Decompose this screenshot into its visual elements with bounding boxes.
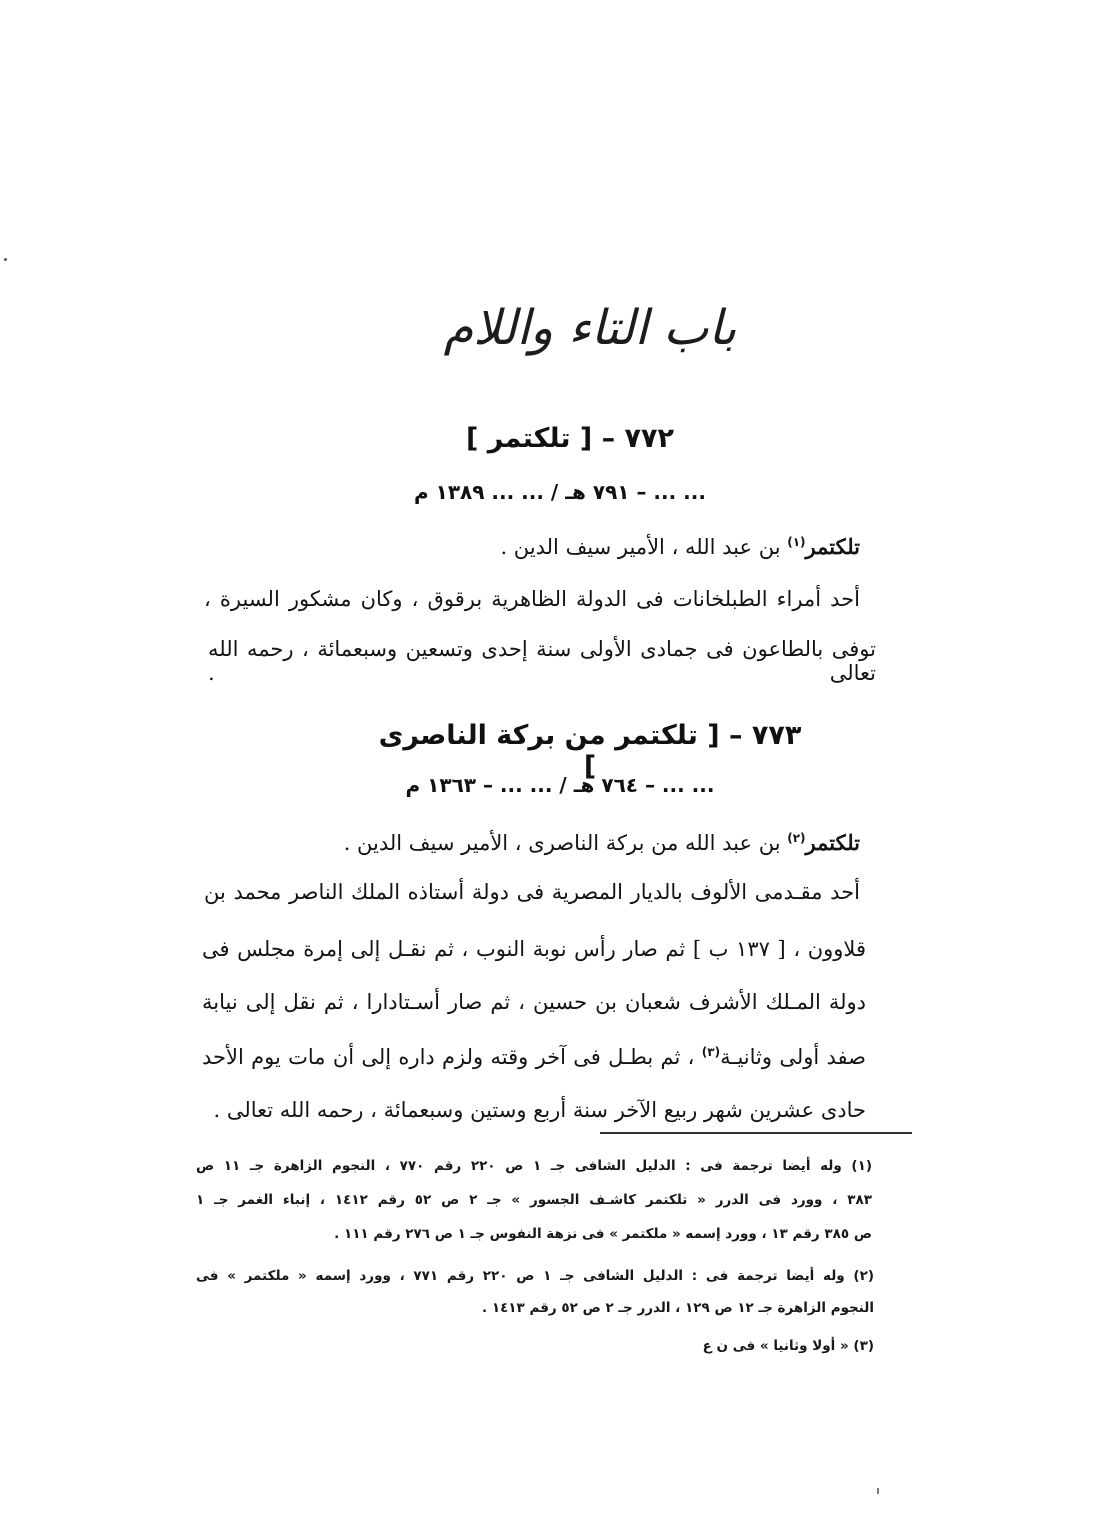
footnote-ref-1: (١)	[787, 535, 806, 549]
footnote-ref-2: (٢)	[787, 831, 806, 845]
entry-name-line-773	[344, 830, 860, 855]
footnote-1-line-3: ص ٣٨٥ رقم ١٣ ، وورد إسمه « ملكتمر » فى نزهة النفوس جـ ١ ص ٢٧٦ رقم ١١١ .	[334, 1226, 872, 1242]
body-text: ، ثم بطـل فى آخر وقته ولزم داره إلى أن مات يوم الأحد	[202, 1045, 695, 1069]
entry-dates-773: ... ... – ٧٦٤ هـ / ... ... – ١٣٦٣ م	[405, 773, 715, 797]
chapter-title: باب التاء واللام	[443, 300, 737, 356]
entry-name-rest: بن عبد الله ، الأمير سيف الدين .	[500, 535, 781, 559]
entry-body-line-773-2: قلاوون ، [ ١٣٧ ب ] ثم صار رأس نوبة النوب ، ثم نقـل إلى إمرة مجلس فى	[202, 937, 866, 961]
footnote-2-line-2: النجوم الزاهرة جـ ١٢ ص ١٢٩ ، الدرر جـ ٢ ص ٥٢ رقم ١٤١٣ .	[481, 1300, 874, 1316]
entry-name-line-772	[500, 534, 860, 559]
entry-dates-772: ... ... – ٧٩١ هـ / ... ... ١٣٨٩ م	[414, 480, 706, 504]
entry-name: تلكتمر	[805, 830, 860, 855]
entry-body-line-773-5: حادى عشرين شهر ربيع الآخر سنة أربع وستين وسبعمائة ، رحمه الله تعالى .	[213, 1098, 866, 1122]
entry-heading-773: ٧٧٣ – [ تلكتمر من بركة الناصرى ]	[378, 720, 802, 782]
scan-speck	[877, 1488, 879, 1494]
footnote-ref-3: (٣)	[701, 1045, 721, 1059]
scan-speck	[4, 258, 7, 261]
footnote-separator	[600, 1132, 912, 1134]
entry-body-line-773-4	[202, 1045, 866, 1069]
entry-body-line-773-3: دولة المـلك الأشرف شعبان بن حسين ، ثم صار أسـتادارا ، ثم نقل إلى نيابة	[202, 990, 866, 1014]
footnote-2-line-1: (٢) وله أيضا ترجمة فى : الدليل الشافى جـ ١ ص ٢٢٠ رقم ٧٧١ ، وورد إسمه « ملكتمر » فى	[196, 1268, 874, 1284]
footnote-1-line-2: ٣٨٣ ، وورد فى الدرر « تلكتمر كاشـف الجسور » جـ ٢ ص ٥٢ رقم ١٤١٢ ، إنباء الغمر جـ ١	[196, 1192, 873, 1208]
entry-body-line-773-1: أحد مقـدمى الألوف بالديار المصرية فى دولة أستاذه الملك الناصر محمد بن	[204, 880, 860, 904]
body-text: صفد أولى وثانيـة	[720, 1045, 866, 1069]
entry-name: تلكتمر	[805, 534, 860, 559]
entry-heading-772: ٧٧٢ – [ تلكتمر ]	[465, 423, 674, 454]
footnote-1-line-1: (١) وله أيضا ترجمة فى : الدليل الشافى جـ ١ ص ٢٢٠ رقم ٧٧٠ ، النجوم الزاهرة جـ ١١ ص	[196, 1158, 872, 1174]
entry-name-rest: بن عبد الله من بركة الناصرى ، الأمير سيف الدين .	[343, 831, 781, 855]
entry-body-line-772-1: أحد أمراء الطبلخانات فى الدولة الظاهرية برقوق ، وكان مشكور السيرة ،	[204, 587, 860, 611]
entry-body-line-772-2: توفى بالطاعون فى جمادى الأولى سنة إحدى وتسعين وسبعمائة ، رحمه الله تعالى .	[208, 637, 876, 685]
footnote-3: (٣) « أولا وثانيا » فى ن ع	[702, 1338, 874, 1354]
